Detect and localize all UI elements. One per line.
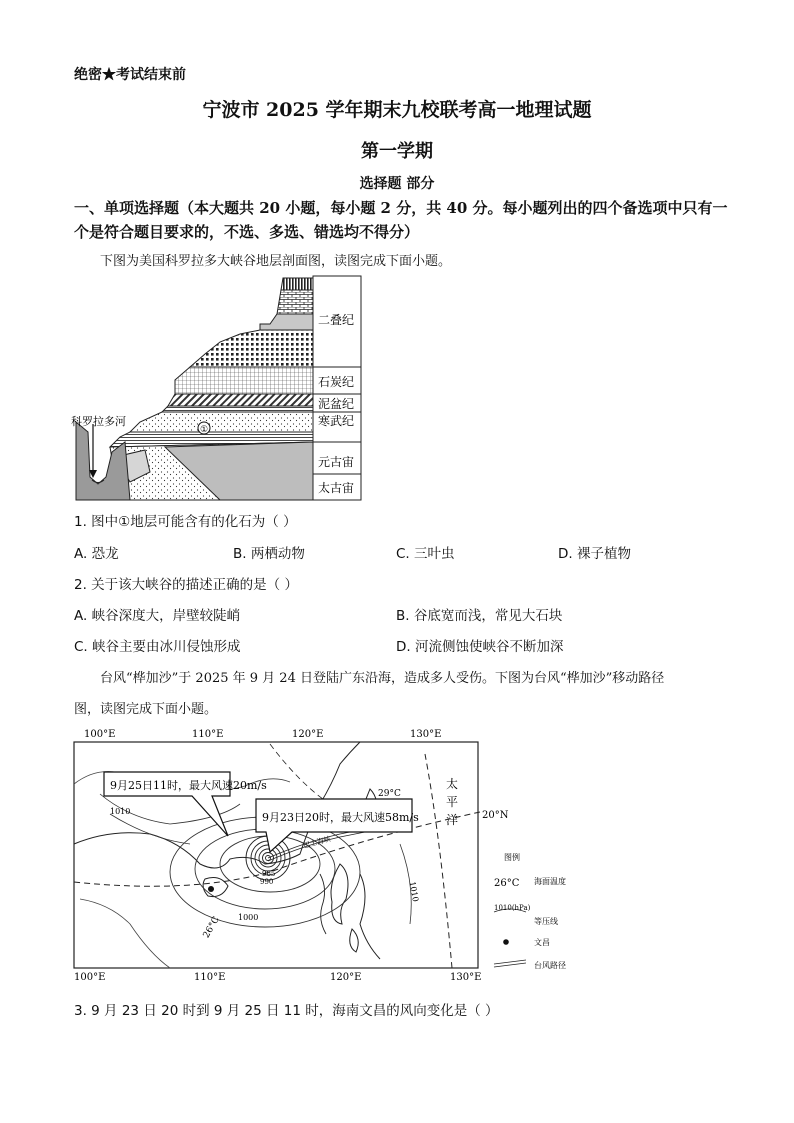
isobar-label: 1010 bbox=[110, 807, 131, 816]
isobar-label: 1000 bbox=[238, 913, 259, 922]
ocean-label: 洋 bbox=[446, 813, 459, 827]
callout-sep23: 9月23日20时，最大风速58m/s bbox=[262, 811, 419, 824]
map-top-tick: 110°E bbox=[192, 729, 224, 740]
map-top-tick: 100°E bbox=[84, 729, 116, 740]
q2-option-a[interactable]: A. 峡谷深度大，岸壁较陡峭 bbox=[74, 608, 241, 624]
map-bottom-tick: 110°E bbox=[194, 972, 226, 983]
strata-label: 泥盆纪 bbox=[318, 397, 355, 411]
strata-label: 二叠纪 bbox=[318, 313, 355, 327]
map-bottom-tick: 120°E bbox=[330, 972, 362, 983]
canyon-strata-figure bbox=[70, 272, 366, 504]
strata-label: 寒武纪 bbox=[318, 414, 355, 428]
q2-option-b[interactable]: B. 谷底宽而浅，常见大石块 bbox=[396, 608, 563, 624]
ocean-label: 平 bbox=[446, 795, 459, 809]
isobar-label: 1010 bbox=[407, 880, 421, 903]
isobar-label: 985 bbox=[262, 870, 276, 878]
typhoon-track-map bbox=[70, 724, 590, 986]
legend-path-text: 台风路径 bbox=[534, 961, 566, 970]
q1-option-b[interactable]: B. 两栖动物 bbox=[233, 546, 305, 562]
legend-isobar-sample: 1010(hPa) bbox=[494, 904, 531, 912]
lat-label: 20°N bbox=[482, 810, 509, 821]
strata-label: 太古宙 bbox=[318, 481, 355, 495]
river-label: 科罗拉多河 bbox=[71, 415, 126, 428]
question-2-stem: 2. 关于该大峡谷的描述正确的是（ ） bbox=[74, 577, 298, 593]
strait-label: 巴士海峡 bbox=[302, 834, 332, 850]
temp-label: 29°C bbox=[378, 789, 401, 799]
exam-title: 宁波市 2025 学年期末九校联考高一地理试题 bbox=[202, 99, 592, 121]
stratum-marker: ① bbox=[199, 425, 209, 435]
q1-option-d[interactable]: D. 裸子植物 bbox=[558, 546, 631, 562]
map-bottom-tick: 130°E bbox=[450, 972, 482, 983]
q2-option-d[interactable]: D. 河流侧蚀使峡谷不断加深 bbox=[396, 639, 564, 655]
exam-semester: 第一学期 bbox=[361, 141, 433, 162]
q1-option-a[interactable]: A. 恐龙 bbox=[74, 546, 119, 562]
legend-temp-sample: 26°C bbox=[494, 878, 520, 889]
part-label: 选择题 部分 bbox=[359, 176, 435, 192]
question-3-stem: 3. 9 月 23 日 20 时到 9 月 25 日 11 时，海南文昌的风向变化是（ ） bbox=[74, 1003, 499, 1019]
temp-label: 26°C bbox=[201, 915, 222, 940]
map-top-tick: 120°E bbox=[292, 729, 324, 740]
ocean-label: 太 bbox=[446, 777, 459, 791]
strata-label: 石炭纪 bbox=[318, 375, 355, 389]
figure2-intro-line2: 图，读图完成下面小题。 bbox=[74, 702, 218, 717]
isobar-label: 990 bbox=[260, 878, 274, 886]
map-bottom-tick: 100°E bbox=[74, 972, 106, 983]
confidential-mark: 绝密★考试结束前 bbox=[74, 67, 186, 83]
figure2-intro-line1: 台风“桦加沙”于 2025 年 9 月 24 日登陆广东沿海，造成多人受伤。下图为台风“桦加沙”移动路径 bbox=[100, 671, 665, 686]
legend-title: 图例 bbox=[504, 853, 520, 862]
question-1-stem: 1. 图中①地层可能含有的化石为（ ） bbox=[74, 514, 297, 530]
strata-label: 元古宙 bbox=[318, 455, 355, 469]
figure1-intro: 下图为美国科罗拉多大峡谷地层剖面图，读图完成下面小题。 bbox=[100, 254, 452, 269]
q1-option-c[interactable]: C. 三叶虫 bbox=[396, 546, 455, 562]
legend-temp-text: 海面温度 bbox=[534, 877, 566, 886]
callout-sep25: 9月25日11时，最大风速20m/s bbox=[110, 779, 267, 792]
map-top-tick: 130°E bbox=[410, 729, 442, 740]
q2-option-c[interactable]: C. 峡谷主要由冰川侵蚀形成 bbox=[74, 639, 241, 655]
legend-isobar-text: 等压线 bbox=[534, 917, 558, 926]
section-heading: 一、单项选择题（本大题共 20 小题，每小题 2 分，共 40 分。每小题列出的四个备选项中只有一个是符合题目要求的，不选、多选、错选均不得分） bbox=[74, 199, 728, 241]
legend-point-text: 文昌 bbox=[534, 938, 550, 947]
